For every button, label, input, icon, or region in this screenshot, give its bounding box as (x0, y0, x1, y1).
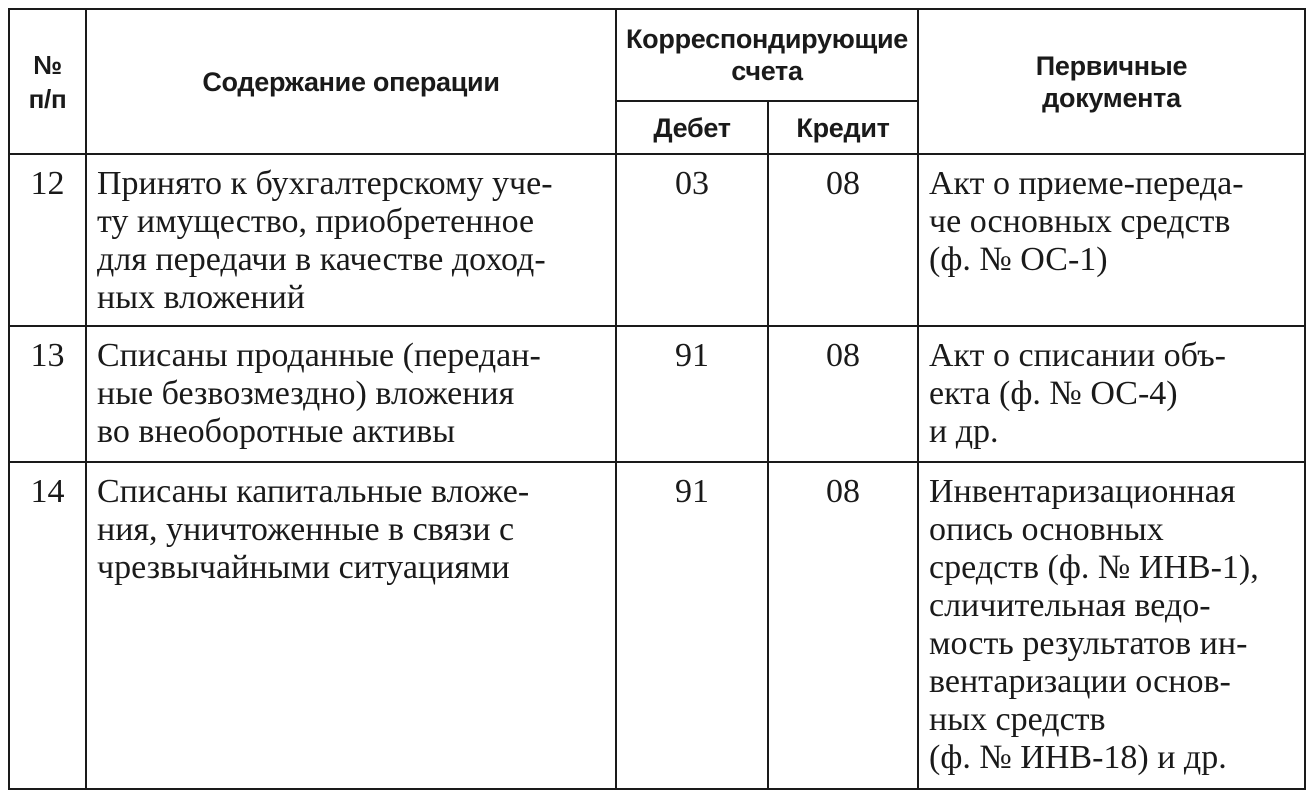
text-line: Списаны капитальные вложе- (97, 473, 530, 510)
row-debit: 03 (616, 154, 768, 326)
row-credit: 08 (768, 462, 918, 789)
text-line: Инвентаризационная (929, 473, 1236, 510)
row-operation (86, 326, 616, 462)
text-line: Списаны проданные (передан- (97, 337, 541, 374)
text-line: ных вложений (97, 279, 305, 316)
row-documents (918, 154, 1305, 326)
text-line: вентаризации основ- (929, 663, 1231, 700)
accounting-entries-table (8, 8, 1306, 790)
header-operation: Содержание операции (86, 9, 616, 154)
text-line: ту имущество, приобретенное (97, 203, 535, 240)
row-number: 13 (9, 326, 86, 462)
text-line: во внеоборотные активы (97, 413, 456, 450)
text-line: для передачи в качестве доход- (97, 241, 546, 278)
table-row (9, 326, 1305, 462)
row-debit: 91 (616, 462, 768, 789)
header-accounts (616, 9, 918, 101)
header-debit: Дебет (616, 101, 768, 154)
header-number (9, 9, 86, 154)
table-row (9, 462, 1305, 789)
header-documents-line-1: Первичные (1035, 50, 1188, 81)
row-number: 14 (9, 462, 86, 789)
text-line: средств (ф. № ИНВ-1), (929, 549, 1259, 586)
row-debit: 91 (616, 326, 768, 462)
header-credit: Кредит (768, 101, 918, 154)
header-documents (918, 9, 1305, 154)
text-line: сличительная ведо- (929, 587, 1211, 624)
row-documents (918, 462, 1305, 789)
header-number-line-2: п/п (28, 83, 67, 114)
row-number: 12 (9, 154, 86, 326)
text-line: (ф. № ИНВ-18) и др. (929, 739, 1227, 776)
row-operation (86, 462, 616, 789)
text-line: и др. (929, 413, 999, 450)
text-line: опись основных (929, 511, 1164, 548)
text-line: Принято к бухгалтерскому уче- (97, 165, 553, 202)
header-accounts-line-2: счета (731, 56, 803, 86)
row-credit: 08 (768, 326, 918, 462)
header-accounts-line-1: Корреспондирующие (626, 24, 908, 54)
text-line: чрезвычайными ситуациями (97, 549, 510, 586)
header-number-line-1: № (33, 49, 62, 80)
text-line: мость результатов ин- (929, 625, 1248, 662)
text-line: Акт о списании объ- (929, 337, 1227, 374)
header-row-1 (9, 9, 1305, 101)
text-line: че основных средств (929, 203, 1231, 240)
text-line: екта (ф. № ОС-4) (929, 375, 1178, 412)
row-operation (86, 154, 616, 326)
text-line: (ф. № ОС-1) (929, 241, 1108, 278)
text-line: ных средств (929, 701, 1106, 738)
text-line: Акт о приеме-переда- (929, 165, 1244, 202)
table-row (9, 154, 1305, 326)
text-line: ния, уничтоженные в связи с (97, 511, 515, 548)
text-line: ные безвозмездно) вложения (97, 375, 515, 412)
header-documents-line-2: документа (1042, 82, 1181, 113)
row-documents (918, 326, 1305, 462)
row-credit: 08 (768, 154, 918, 326)
